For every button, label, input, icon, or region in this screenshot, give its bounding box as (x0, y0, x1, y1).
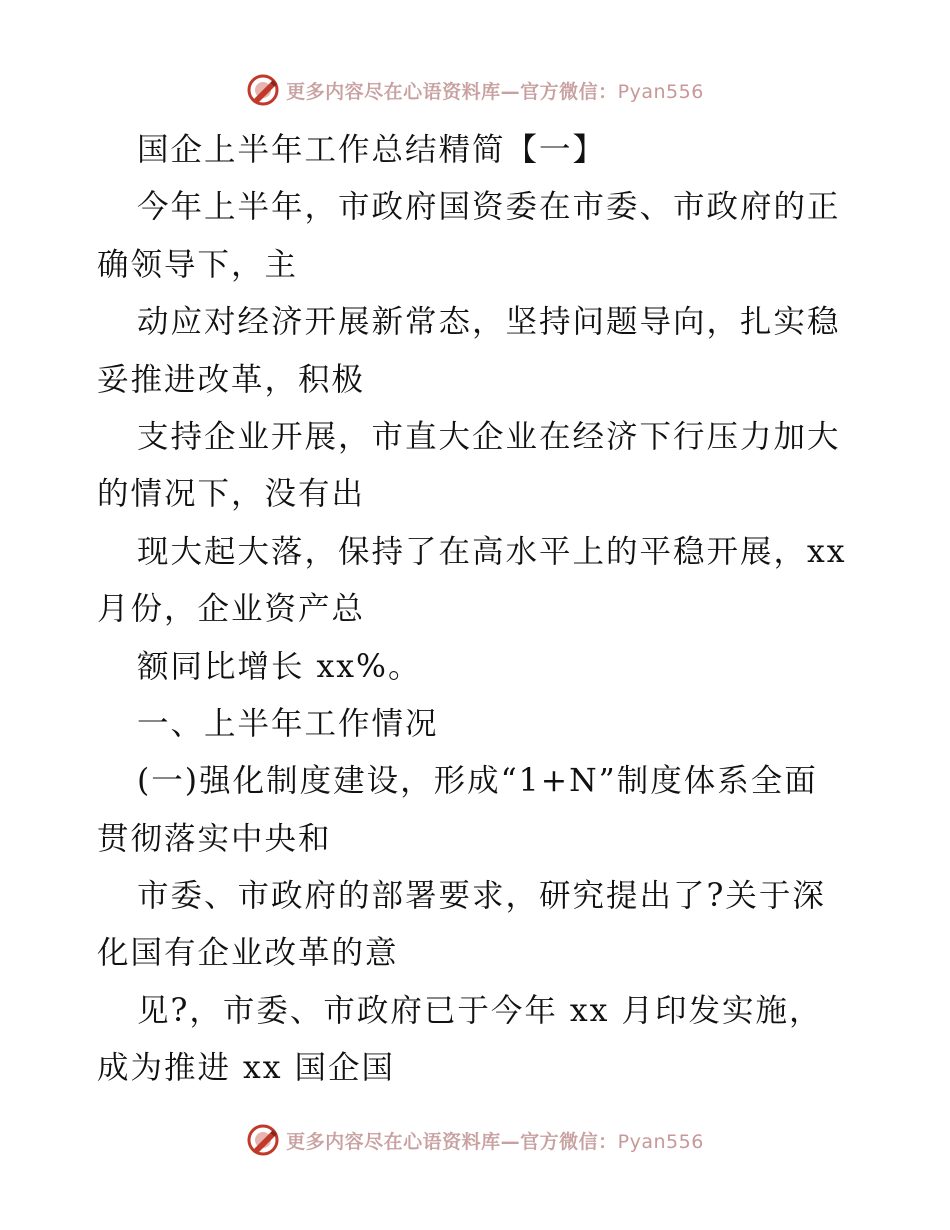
document-body (97, 122, 857, 1098)
paragraph-line: 确领导下，主 (97, 246, 299, 283)
paragraph-line: 额同比增长 xx%。 (137, 648, 422, 685)
paragraph-line: 的情况下，没有出 (97, 476, 366, 513)
paragraph-line: 见?，市委、市政府已于今年 xx 月印发实施， (137, 992, 823, 1029)
doc-title: 国企上半年工作总结精简【一】 (137, 132, 607, 168)
paragraph-line: 动应对经济开展新常态，坚持问题导向，扎实稳 (137, 304, 841, 341)
pen-logo-icon (246, 1123, 280, 1157)
paragraph-line: 化国有企业改革的意 (97, 935, 399, 972)
pen-logo-icon (246, 73, 280, 107)
subsection-heading: (一)强化制度建设，形成“1+N”制度体系全面 (137, 763, 818, 800)
paragraph-line: 成为推进 xx 国企国 (97, 1050, 396, 1087)
paragraph-line: 今年上半年，市政府国资委在市委、市政府的正 (137, 189, 841, 226)
paragraph-line: 支持企业开展，市直大企业在经济下行压力加大 (137, 418, 841, 455)
paragraph-line: 妥推进改革，积极 (97, 361, 366, 398)
paragraph-line: 月份，企业资产总 (97, 591, 366, 628)
banner-wechat-id: Pyan556 (617, 80, 704, 103)
section-heading: 一、上半年工作情况 (137, 705, 439, 742)
banner-text: 更多内容尽在心语资料库—官方微信： (286, 80, 618, 103)
paragraph-line: 现大起大落，保持了在高水平上的平稳开展，xx (137, 533, 847, 570)
banner-wechat-id: Pyan556 (617, 1130, 704, 1153)
paragraph-line: 市委、市政府的部署要求，研究提出了?关于深 (137, 878, 826, 915)
banner-text: 更多内容尽在心语资料库—官方微信： (286, 1130, 618, 1153)
paragraph-line: 贯彻落实中央和 (97, 820, 332, 857)
footer-watermark-banner (0, 1120, 950, 1160)
header-watermark-banner (0, 70, 950, 110)
